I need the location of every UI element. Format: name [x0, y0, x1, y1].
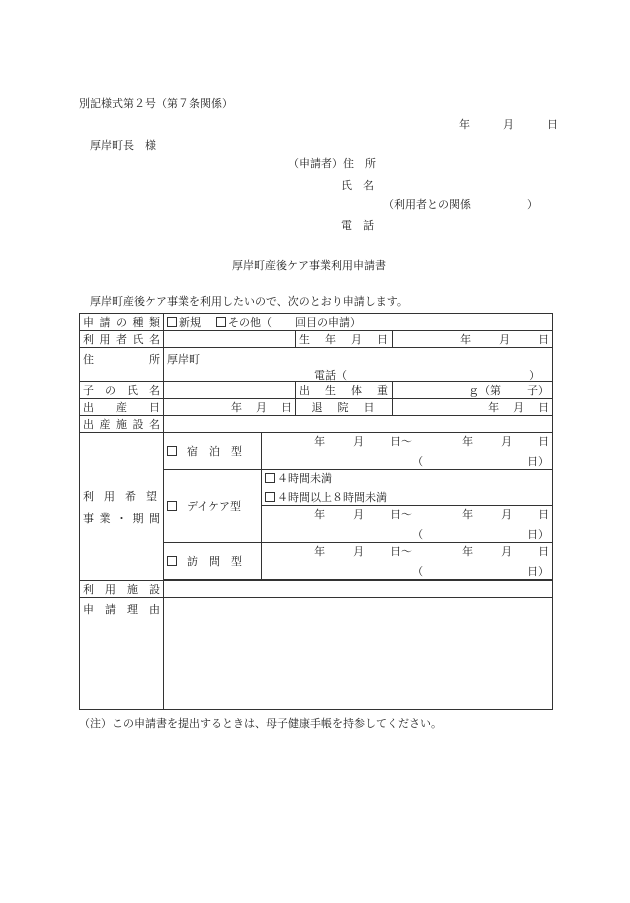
dob-field[interactable] [393, 331, 553, 348]
discharge-year: 年 [488, 401, 500, 414]
visit-to-day: 日 [538, 545, 550, 558]
stay-from-year: 年 [314, 435, 326, 448]
visit-days-open: （ [412, 565, 424, 578]
birth-date-label: 出 産 日 [80, 399, 164, 416]
birth-year: 年 [231, 401, 242, 414]
reason-label: 申請理由 [80, 598, 164, 710]
visit-period[interactable] [262, 543, 553, 580]
row-application-type [80, 314, 553, 331]
discharge-field[interactable] [393, 399, 553, 416]
note-text: （注）この申請書を提出するときは、母子健康手帳を持参してください。 [79, 717, 442, 730]
stay-period[interactable] [262, 433, 553, 470]
type-label: 申請の種類 [80, 314, 164, 331]
birth-month: 月 [256, 401, 267, 414]
birth-weight-label: 出 生 体 重 [296, 382, 393, 399]
intro-text: 厚岸町産後ケア事業を利用したいので、次のとおり申請します。 [90, 295, 408, 308]
daycare-days-open: （ [412, 528, 424, 541]
relation-label: （利用者との関係 [383, 198, 471, 211]
daycare-type-label: デイケア型 [187, 500, 242, 513]
applicant-address-label: （申請者）住 所 [288, 157, 376, 170]
birth-weight-unit: ｇ（第 [468, 384, 502, 397]
daycare-period[interactable] [262, 506, 553, 543]
row-address [80, 348, 553, 382]
stay-to-day: 日 [538, 435, 550, 448]
type-other-label: その他（ [228, 316, 272, 329]
visit-type-label: 訪 問 型 [187, 555, 242, 568]
daycare-from-day: 日～ [390, 508, 413, 521]
stay-to-year: 年 [462, 435, 474, 448]
date-month: 月 [503, 118, 514, 131]
daycare-to-year: 年 [462, 508, 474, 521]
facility-field[interactable] [164, 416, 553, 433]
row-birth-facility [80, 416, 553, 433]
row-reason [80, 598, 553, 710]
daycare-checkbox[interactable] [167, 501, 177, 511]
stay-checkbox[interactable] [167, 446, 177, 456]
applicant-name-label: 氏 名 [341, 179, 374, 192]
stay-days-open: （ [412, 455, 424, 468]
visit-to-year: 年 [462, 545, 474, 558]
child-name-label: 子の氏名 [80, 382, 164, 399]
service-label-1: 利用希望 [83, 489, 160, 503]
address-field[interactable] [164, 348, 553, 382]
stay-type-cell[interactable] [164, 433, 262, 470]
use-facility-label: 利用施設 [80, 581, 164, 598]
user-name-field[interactable] [164, 331, 296, 348]
daycare-from-year: 年 [314, 508, 326, 521]
discharge-day: 日 [538, 401, 550, 414]
use-facility-field[interactable] [164, 581, 553, 598]
address-label-cell [80, 348, 164, 382]
row-user-name [80, 331, 553, 348]
row-child-name [80, 382, 553, 399]
phone-close: ） [529, 369, 541, 382]
daycare-to-month: 月 [501, 508, 513, 521]
type-other-suffix: 回目の申請） [295, 316, 361, 329]
dob-month: 月 [499, 333, 511, 346]
daycare-opt1-checkbox[interactable] [265, 473, 275, 483]
daycare-type-cell[interactable] [164, 470, 262, 543]
form-number: 別記様式第２号（第７条関係） [79, 97, 233, 110]
visit-from-day: 日～ [390, 545, 413, 558]
birth-weight-field[interactable] [393, 382, 553, 399]
daycare-opt1: ４時間未満 [277, 472, 332, 485]
service-label-2: 事業・期間 [83, 511, 160, 525]
user-name-label: 利用者氏名 [80, 331, 164, 348]
dob-day: 日 [538, 333, 550, 346]
row-use-facility [80, 581, 553, 598]
service-label-cell [80, 433, 164, 581]
visit-checkbox[interactable] [167, 556, 177, 566]
dob-year: 年 [460, 333, 472, 346]
new-checkbox[interactable] [167, 317, 177, 327]
daycare-from-month: 月 [353, 508, 365, 521]
reason-field[interactable] [164, 598, 553, 710]
facility-label: 出産施設名 [80, 416, 164, 433]
birth-date-field[interactable] [164, 399, 296, 416]
date-year: 年 [459, 118, 470, 131]
visit-from-month: 月 [353, 545, 365, 558]
daycare-opt2-checkbox[interactable] [265, 492, 275, 502]
date-day: 日 [547, 118, 558, 131]
child-name-field[interactable] [164, 382, 296, 399]
daycare-days-close: 日） [527, 528, 550, 541]
stay-type-label: 宿 泊 型 [187, 445, 242, 458]
stay-days-close: 日） [527, 455, 550, 468]
visit-days-close: 日） [527, 565, 550, 578]
row-stay [80, 433, 553, 470]
type-new-label: 新規 [179, 316, 201, 329]
addressee: 厚岸町長 様 [90, 139, 156, 152]
form-title: 厚岸町産後ケア事業利用申請書 [232, 259, 386, 272]
date-line [459, 119, 558, 130]
dob-label: 生 年 月 日 [296, 331, 393, 348]
applicant-relation [383, 199, 538, 210]
type-options [164, 314, 553, 331]
visit-from-year: 年 [314, 545, 326, 558]
stay-from-day: 日～ [390, 435, 413, 448]
birth-day: 日 [281, 401, 292, 414]
address-value: 厚岸町 [167, 353, 200, 366]
discharge-label: 退 院 日 [296, 399, 393, 416]
phone-label: 電話（ [314, 369, 347, 382]
relation-close: ） [527, 198, 538, 211]
application-table [79, 313, 553, 710]
discharge-month: 月 [513, 401, 525, 414]
other-checkbox[interactable] [216, 317, 226, 327]
visit-to-month: 月 [501, 545, 513, 558]
address-label-1: 住 [83, 353, 94, 366]
applicant-phone-label: 電 話 [341, 219, 374, 232]
birth-child-suffix: 子） [527, 384, 550, 397]
daycare-to-day: 日 [538, 508, 550, 521]
stay-to-month: 月 [501, 435, 513, 448]
address-label-2: 所 [149, 353, 160, 366]
visit-type-cell[interactable] [164, 543, 262, 580]
row-birth-date [80, 399, 553, 416]
stay-from-month: 月 [353, 435, 365, 448]
daycare-options [262, 470, 553, 506]
daycare-opt2: ４時間以上８時間未満 [277, 491, 387, 504]
